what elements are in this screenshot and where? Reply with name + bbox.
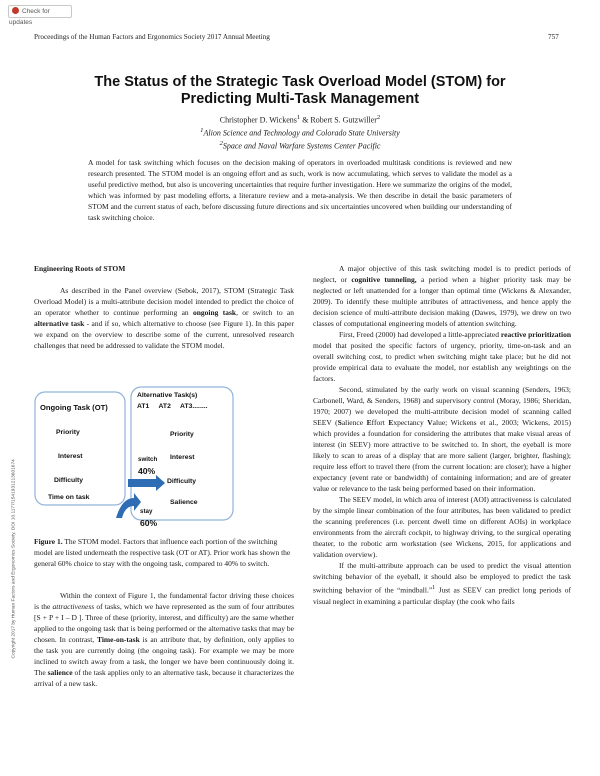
alternative-task-list: AT1 AT2 AT3........ (137, 403, 208, 410)
alternative-task-title: Alternative Task(s) (137, 392, 198, 399)
ongoing-factor: Difficulty (54, 477, 84, 484)
copyright-sidebar: Copyright 2017 by Human Factors and Ergonomics Society. DOI 10.1177/1541931213601674 (11, 459, 17, 659)
title-line-2: Predicting Multi-Task Management (180, 91, 420, 107)
paragraph-seev: Second, stimulated by the early work on visual scanning (Senders, 1963; Carbonell, Ward, & Senders, 1968) and supervisory control (Moray, 1986; Sheridan, 1970; 2007) we developed the multi-attribute decision model of scanning called SEEV (Salience Effort Expectancy Value; Wickens et al., 2003; Wickens, 2015) which provides a foundation for considering the attributes that make visual areas of interest (in SEEV) more attractive to be switched to. In short, the eyeball is more likely to scan to areas of a display that are more salient (larger, brighter, flashing); require less effort to travel there (from the current location: are closer); have a higher expectancy (event rate or bandwidth) of containing information; and are of greater value or relevance to the task being performed based on their information. (313, 385, 571, 493)
author-names: Christopher D. Wickens$^1$ & Robert S. Gutzwiller$^2$ (219, 114, 381, 125)
paragraph-mindball: If the multi-attribute approach can be used to predict the visual attention switching behavior of the eyeball, it should also be employed to predict the task switching behavior of the “mindball.”$^1$ Just as SEEV can predict long periods of visual neglect in examining a particular display (the cook who fails (313, 561, 571, 606)
figure-1-caption: Figure 1. The STOM model. Factors that influence each portion of the switching model are listed underneath the respective task (OT or AT). Prior work has shown the general 60% choice to stay with the ongoing task, compared to 40% to switch. (34, 537, 291, 568)
paper-title (0, 74, 600, 108)
author-block (0, 113, 600, 152)
page-number: 757 (548, 33, 559, 41)
switch-percentage: 40% (138, 466, 156, 476)
left-column-top (34, 263, 294, 351)
alternative-factor: Priority (170, 431, 194, 438)
update-icon (12, 7, 19, 14)
affiliation-2: $^2$Space and Naval Warfare Systems Center Pacific (219, 140, 381, 151)
stay-label: stay (140, 508, 153, 515)
alternative-factor: Difficulty (167, 478, 197, 485)
abstract: A model for task switching which focuses on the decision making of operators in overloaded multitask conditions is reviewed and new research presented. The STOM model is an ongoing effort and as such, work is now accumulating, which serves to validate the model as a useful predictive method, but also is uncovering uncertainties that require further investigation. Here we summarize the origins of the model, which was informed by past modeling efforts, a literature review and a meta-analysis. We then describe in detail the basic parameters of STOM and the current status of each, before discussing future directions and six uncertainties uncovered when building our understanding of task switching choice. (88, 158, 512, 222)
figure-1-diagram (34, 386, 234, 528)
paragraph-seev-validation: The SEEV model, in which area of interest (AOI) attractiveness is calculated by the simple linear combination of the four attributes, has been validated to predict the scanning preferences (i.e. percent dwell time on different AOIs) in workplace environments from the aircraft cockpit, to highway driving, to the surgical operating theater, to the robotic arm workstation (see Wickens, 2015, for applications and validation overview). (313, 495, 571, 559)
switch-label: switch (138, 456, 158, 463)
ongoing-task-title: Ongoing Task (OT) (40, 403, 108, 412)
alternative-factor: Salience (170, 499, 198, 506)
title-line-1: The Status of the Strategic Task Overload Model (STOM) for (94, 74, 506, 90)
right-column (313, 263, 571, 607)
alternative-factor: Interest (170, 454, 195, 461)
section-heading: Engineering Roots of STOM (34, 264, 126, 273)
paragraph-objective: A major objective of this task switching model is to predict periods of neglect, or cognitive tunneling, a period when a higher priority task may be neglected or left unattended for a longer than optimal time (Wickens & Alexander, 2009). To identify these multiple attributes of attractiveness, and hence apply the decision science of multi-attribute decision making (Dawes, 1979), we drew on two classes of computational engineering models of attention switching. (313, 264, 571, 328)
paragraph-freed: First, Freed (2000) had developed a little-appreciated reactive prioritization model that posited the specific factors of urgency, priority, time-on-task and an overall switching cost, to predict when switching might take place; but he did not provide empirical data to evaluate the model, nor establish any weightings on the factors. (313, 330, 572, 383)
ongoing-factor: Time on task (48, 494, 90, 501)
affiliation-1: $^1$Alion Science and Technology and Colorado State University (200, 127, 400, 138)
running-head: Proceedings of the Human Factors and Ergonomics Society 2017 Annual Meeting (34, 33, 270, 41)
check-for-updates-badge[interactable]: Check for updates (8, 5, 72, 18)
ongoing-factor: Priority (56, 429, 80, 436)
stay-percentage: 60% (140, 518, 158, 528)
left-column-bottom (34, 590, 294, 689)
ongoing-factor: Interest (58, 453, 83, 460)
paragraph-attractiveness: Within the context of Figure 1, the fundamental factor driving these choices is the attractiveness of tasks, which we have represented as the sum of four attributes [S + P + I – D ]. Three of these (priority, interest, and difficulty) are the same whether applied to the ongoing task that is being performed or the alternative tasks that may be chosen. In contrast, Time-on-task is an attribute that, by definition, only applies to the task you are currently doing (the ongoing task). For example we may be more inclined to switch away from a task, the longer we have been continuously doing it. The salience of the task applies only to an alternative task, because it characterizes the arrival of a new task. (34, 591, 295, 688)
paragraph-intro: As described in the Panel overview (Sebok, 2017), STOM (Strategic Task Overload Model) is a multi-attribute decision model intended to predict the choice of an operator whether to continue performing an ongoing task, or switch to an alternative task - and if so, which alternative to choose (see Figure 1). In this paper we expand on the overview to describe some of the current, unresolved research challenges that need be addressed to validate the STOM model. (34, 286, 294, 350)
